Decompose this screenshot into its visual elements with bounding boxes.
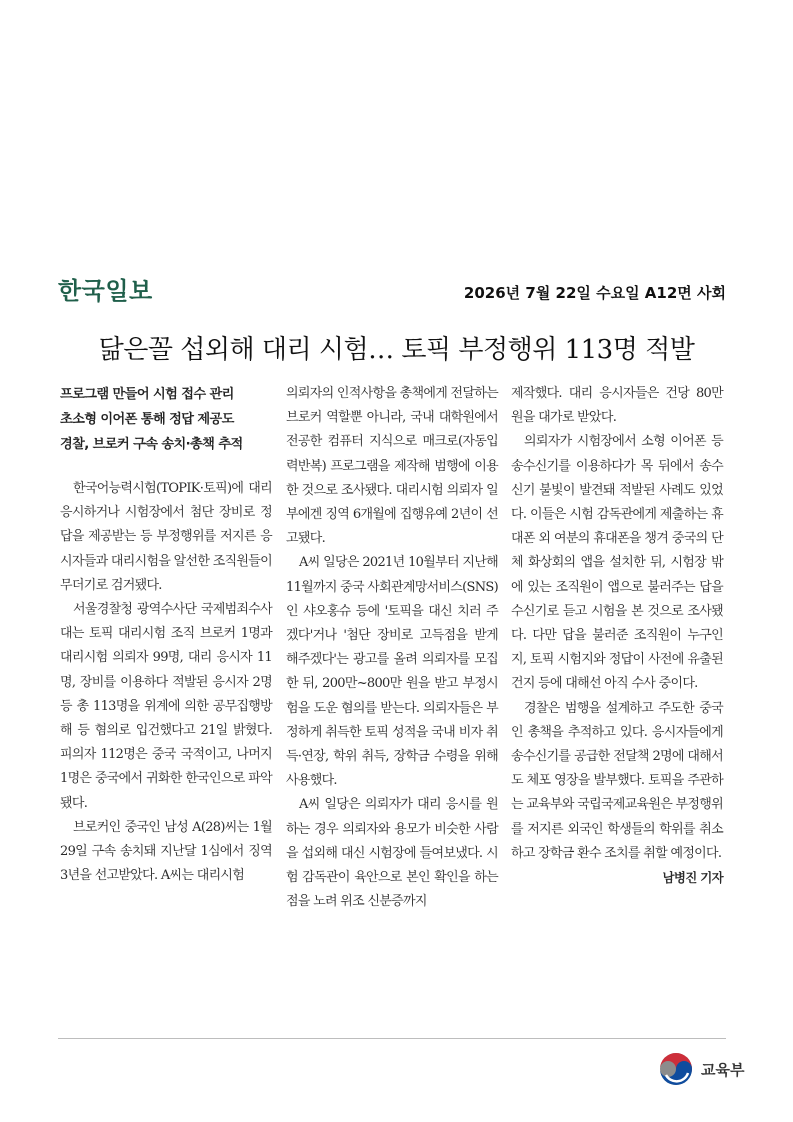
paragraph: 서울경찰청 광역수사단 국제범죄수사대는 토픽 대리시험 조직 브로커 1명과 대리시험 의뢰자 99명, 대리 응시자 11명, 장비를 이용하다 적발된 응시자 2명 등 총 113명을 위계에 의한 공무집행방해 등 혐의로 입건했다고 21일 밝혔다. 피의자 112명은 중국 국적이고, 나머지 1명은 중국에서 귀화한 한국인으로 파악됐다.: [60, 602, 272, 811]
paragraph: 의뢰자가 시험장에서 소형 이어폰 등 송수신기를 이용하다가 목 뒤에서 송수신기 불빛이 발견돼 적발된 사례도 있었다. 이들은 시험 감독관에게 제출하는 휴대폰 외 여분의 휴대폰을 챙겨 중국의 단체 화상회의 앱을 설치한 뒤, 시험장 밖에 있는 조직원이 앱으로 불러주는 답을 수신기로 듣고 시험을 본 것으로 조사됐다. 다만 답을 불러준 조직원이 누구인지, 토픽 시험지와 정답이 사전에 유출된 건지 등에 대해선 아직 수사 중이다.: [511, 434, 723, 692]
masthead: [58, 272, 726, 306]
taegeuk-icon: [658, 1051, 694, 1087]
subheadline-line: 초소형 이어폰 통해 정답 제공도: [60, 412, 234, 427]
dateline: 2026년 7월 22일 수요일 A12면 사회: [463, 284, 726, 302]
paragraph: [511, 697, 723, 886]
paragraph: 제작했다. 대리 응시자들은 건당 80만 원을 대가로 받았다.: [511, 386, 723, 426]
paragraph: 의뢰자의 인적사항을 총책에게 전달하는 브로커 역할뿐 아니라, 국내 대학원에서 전공한 컴퓨터 지식으로 매크로(자동입력반복) 프로그램을 제작해 범행에 이용한 것으로 조사됐다. 대리시험 의뢰자 일부에겐 징역 6개월에 집행유예 2년이 선고됐다.: [286, 386, 498, 547]
paragraph-text: 경찰은 범행을 설계하고 주도한 중국인 총책을 추적하고 있다. 응시자들에게 송수신기를 공급한 전달책 2명에 대해서도 체포 영장을 발부했다. 토픽을 주관하는 교육부와 국립국제교육원은 부정행위를 저지른 외국인 학생들의 학위를 취소하고 장학금 환수 조치를 취할 예정이다.: [511, 700, 723, 861]
headline: 닮은꼴 섭외해 대리 시험… 토픽 부정행위 113명 적발: [98, 335, 695, 366]
ministry-logo: [658, 1049, 744, 1089]
article-column-1: [60, 382, 272, 888]
subheadline: [60, 382, 272, 457]
subheadline-line: 프로그램 만들어 시험 접수 관리: [60, 387, 234, 402]
subheadline-line: 경찰, 브로커 구속 송치·총책 추적: [60, 437, 243, 452]
paragraph: A씨 일당은 2021년 10월부터 지난해 11월까지 중국 사회관계망서비스(SNS)인 샤오홍슈 등에 '토픽을 대신 치러 주겠다'거나 '첨단 장비로 고득점을 받게 해주겠다'는 광고를 올려 의뢰자를 모집한 뒤, 200만~800만 원을 받고 부정시험을 도운 혐의를 받는다. 의뢰자들은 부정하게 취득한 토픽 성적을 국내 비자 취득·연장, 학위 취득, 장학금 수령을 위해 사용했다.: [286, 555, 498, 789]
article-column-3: [511, 382, 723, 890]
ministry-name: 교육부: [701, 1060, 745, 1079]
footer-divider: [58, 1038, 726, 1039]
byline: 남병진 기자: [662, 870, 723, 886]
newspaper-name: 한국일보: [58, 277, 153, 305]
paragraph: 한국어능력시험(TOPIK·토픽)에 대리 응시하거나 시험장에서 첨단 장비로 정답을 제공받는 등 부정행위를 저지른 응시자들과 대리시험을 알선한 조직원들이 무더기로 검거됐다.: [60, 481, 272, 593]
paragraph: A씨 일당은 의뢰자가 대리 응시를 원하는 경우 의뢰자와 용모가 비슷한 사람을 섭외해 대신 시험장에 들여보냈다. 시험 감독관이 육안으로 본인 확인을 하는 점을 노려 위조 신분증까지: [286, 797, 498, 910]
paragraph: 브로커인 중국인 남성 A(28)씨는 1월 29일 구속 송치돼 지난달 1심에서 징역 3년을 선고받았다. A씨는 대리시험: [60, 819, 272, 884]
article-column-2: [286, 382, 498, 914]
